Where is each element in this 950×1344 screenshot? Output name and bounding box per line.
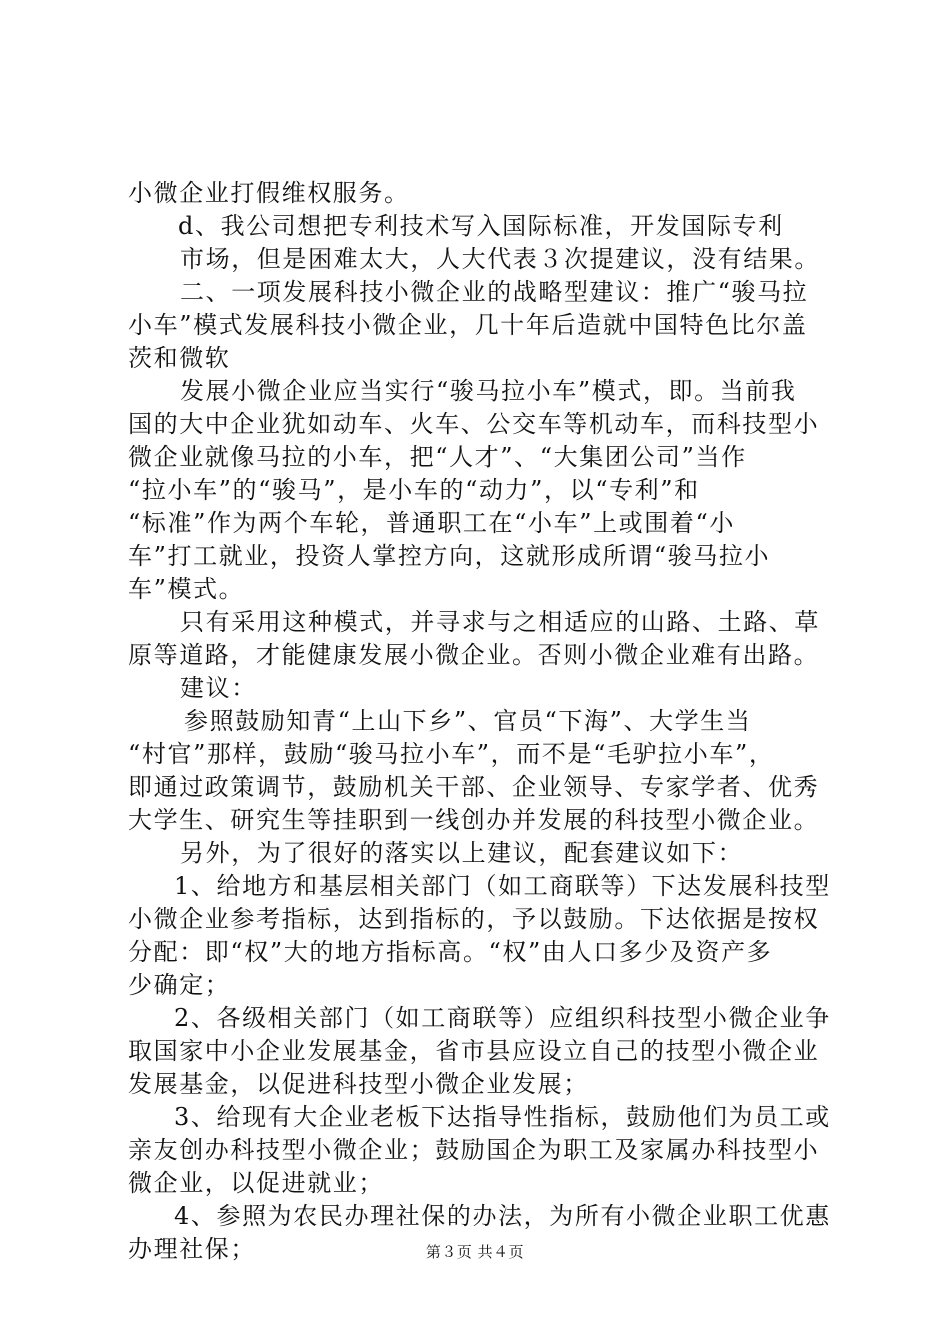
text-line: 微企业，以促进就业； xyxy=(128,1169,384,1197)
text-line: 小微企业参考指标，达到指标的，予以鼓励。下达依据是按权 xyxy=(128,905,820,933)
text-line: 1、给地方和基层相关部门（如工商联等）下达发展科技型 xyxy=(174,872,831,900)
text-line: 取国家中小企业发展基金，省市县应设立自己的技型小微企业 xyxy=(128,1037,820,1065)
text-line: 茨和微软 xyxy=(128,344,231,372)
text-line: 大学生、研究生等挂职到一线创办并发展的科技型小微企业。 xyxy=(128,806,820,834)
text-line: 3、给现有大企业老板下达指导性指标，鼓励他们为员工或 xyxy=(174,1103,831,1131)
text-line: 建议： xyxy=(180,674,257,702)
text-line: 发展基金，以促进科技型小微企业发展； xyxy=(128,1070,589,1098)
text-line: 原等道路，才能健康发展小微企业。否则小微企业难有出路。 xyxy=(128,641,820,669)
text-line: 办理社保； xyxy=(128,1235,256,1263)
page-footer: 第３页 共４页 xyxy=(425,1243,525,1261)
text-line: 市场，但是困难太大，人大代表３次提建议，没有结果。 xyxy=(180,245,820,273)
text-line: 另外，为了很好的落实以上建议，配套建议如下： xyxy=(180,839,744,867)
text-line: 分配：即“权”大的地方指标高。“权”由人口多少及资产多 xyxy=(128,938,773,966)
text-line: 二、一项发展科技小微企业的战略型建议：推广“骏马拉 xyxy=(180,278,809,306)
text-line: 发展小微企业应当实行“骏马拉小车”模式，即。当前我 xyxy=(180,377,797,405)
text-line: 即通过政策调节，鼓励机关干部、企业领导、专家学者、优秀 xyxy=(128,773,820,801)
text-line: d、我公司想把专利技术写入国际标准，开发国际专利 xyxy=(178,212,784,240)
text-line: 小车”模式发展科技小微企业，几十年后造就中国特色比尔盖 xyxy=(128,311,808,339)
text-line: 国的大中企业犹如动车、火车、公交车等机动车，而科技型小 xyxy=(128,410,820,438)
text-line: 少确定； xyxy=(128,971,231,999)
text-line: “标准”作为两个车轮，普通职工在“小车”上或围着“小 xyxy=(128,509,735,537)
text-line: “村官”那样，鼓励“骏马拉小车”，而不是“毛驴拉小车”， xyxy=(128,740,775,768)
text-line: 亲友创办科技型小微企业；鼓励国企为职工及家属办科技型小 xyxy=(128,1136,820,1164)
text-line: 4、参照为农民办理社保的办法，为所有小微企业职工优惠 xyxy=(174,1202,831,1230)
text-line: 微企业就像马拉的小车，把“人才”、“大集团公司”当作 xyxy=(128,443,747,471)
text-line: 小微企业打假维权服务。 xyxy=(128,179,410,207)
text-line: 车”模式。 xyxy=(128,575,245,603)
text-line: 2、各级相关部门（如工商联等）应组织科技型小微企业争 xyxy=(174,1004,831,1032)
text-line: 只有采用这种模式，并寻求与之相适应的山路、土路、草 xyxy=(180,608,820,636)
text-line: “拉小车”的“骏马”，是小车的“动力”，以“专利”和 xyxy=(128,476,700,504)
text-line: 车”打工就业，投资人掌控方向，这就形成所谓“骏马拉小 xyxy=(128,542,771,570)
text-line: 参照鼓励知青“上山下乡”、官员“下海”、大学生当 xyxy=(184,707,752,735)
